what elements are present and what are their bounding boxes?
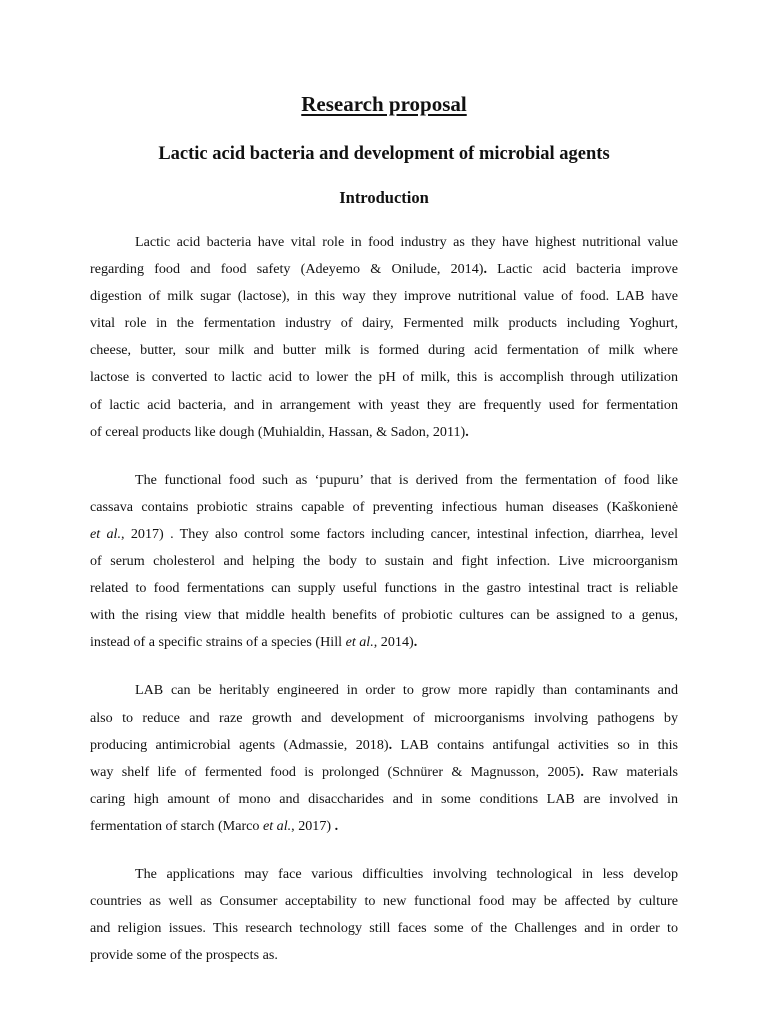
paragraph-line: et al., 2017) . They also control some factors including cancer, intestinal infection, diarrhea, level <box>90 525 678 542</box>
paragraph-line: producing antimicrobial agents (Admassie, 2018). LAB contains antifungal activities so in this <box>90 736 678 753</box>
paragraph-2 <box>90 467 678 657</box>
paragraph-line: with the rising view that middle health benefits of probiotic cultures can be assigned to a genus, <box>90 607 678 624</box>
paragraph-line: provide some of the prospects as. <box>90 947 278 964</box>
paragraph-line: also to reduce and raze growth and development of microorganisms involving pathogens by <box>90 709 678 726</box>
paragraph-line: instead of a specific strains of a species (Hill et al., 2014). <box>90 634 418 651</box>
paragraph-line: fermentation of starch (Marco et al., 2017) . <box>90 817 339 834</box>
paragraph-line: vital role in the fermentation industry of dairy, Fermented milk products including Yoghurt, <box>90 315 678 332</box>
paragraph-3 <box>90 677 678 840</box>
document-title: Research proposal <box>301 92 467 116</box>
paragraph-line: countries as well as Consumer acceptability to new functional food may be affected by culture <box>90 893 678 910</box>
paragraph-line: of serum cholesterol and helping the body to sustain and fight infection. Live microorganism <box>90 553 678 570</box>
paragraph-line: caring high amount of mono and disaccharides and in some conditions LAB are involved in <box>90 790 678 807</box>
paragraph-line: digestion of milk sugar (lactose), in this way they improve nutritional value of food. LAB have <box>90 288 678 305</box>
paragraph-line: way shelf life of fermented food is prolonged (Schnürer & Magnusson, 2005). Raw materials <box>90 763 678 780</box>
paragraph-line: The applications may face various difficulties involving technological in less develop <box>135 865 678 882</box>
paragraph-line: Lactic acid bacteria have vital role in food industry as they have highest nutritional value <box>135 234 678 250</box>
paragraph-line: of lactic acid bacteria, and in arrangement with yeast they are frequently used for fermentation <box>90 396 678 413</box>
paragraph-line: related to food fermentations can supply useful functions in the gastro intestinal tract is reliable <box>90 580 678 597</box>
section-heading-introduction: Introduction <box>339 188 429 207</box>
paragraph-line: lactose is converted to lactic acid to lower the pH of milk, this is accomplish through utilization <box>90 369 678 386</box>
paragraph-line: and religion issues. This research technology still faces some of the Challenges and in order to <box>90 920 678 937</box>
paragraph-line: regarding food and food safety (Adeyemo & Onilude, 2014). Lactic acid bacteria improve <box>90 261 678 278</box>
paragraph-line: The functional food such as ‘pupuru’ that is derived from the fermentation of food like <box>135 471 678 488</box>
document-subtitle: Lactic acid bacteria and development of microbial agents <box>158 144 610 164</box>
paragraph-line: LAB can be heritably engineered in order to grow more rapidly than contaminants and <box>135 682 678 699</box>
document-body <box>90 229 678 990</box>
paragraph-line: of cereal products like dough (Muhialdin, Hassan, & Sadon, 2011). <box>90 423 469 440</box>
paragraph-1 <box>90 229 678 446</box>
paragraph-line: cheese, butter, sour milk and butter milk is formed during acid fermentation of milk where <box>90 342 678 359</box>
paragraph-4 <box>90 861 678 969</box>
paragraph-line: cassava contains probiotic strains capable of preventing infectious human diseases (Kaškonienė <box>90 498 678 515</box>
